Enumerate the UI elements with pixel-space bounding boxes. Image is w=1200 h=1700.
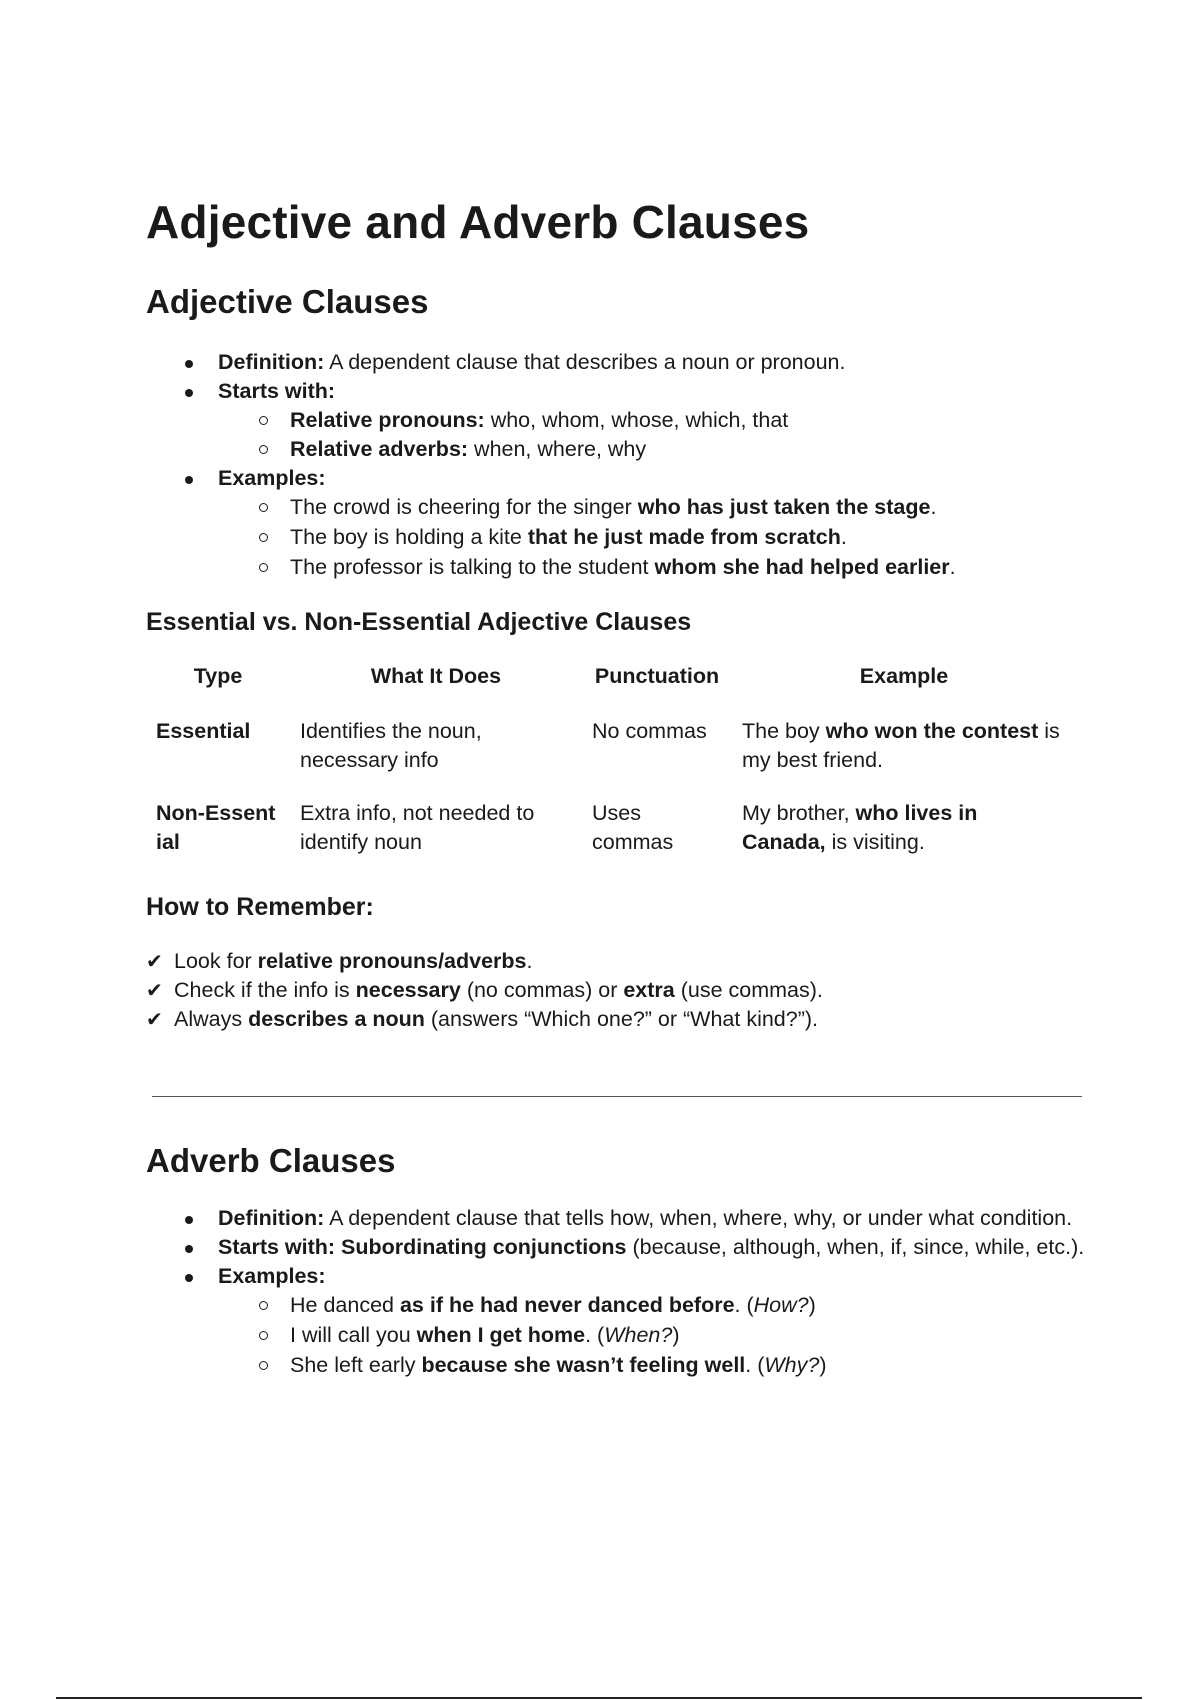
starts-with-label: Starts with: — [218, 379, 336, 403]
example-item — [218, 1291, 1086, 1320]
example-text: He danced — [290, 1293, 400, 1317]
example-item — [218, 1321, 1086, 1350]
example-text: . ( — [585, 1323, 605, 1347]
checklist-item — [146, 1005, 1086, 1034]
page-bottom-border — [56, 1697, 1142, 1699]
punctuation-cell: Uses commas — [592, 801, 674, 854]
starts-with-label: Starts with: Subordinating conjunctions — [218, 1235, 627, 1259]
definition-label: Definition: — [218, 1206, 325, 1230]
punctuation-cell: No commas — [592, 719, 707, 743]
bold-text: relative pronouns/adverbs — [257, 949, 527, 973]
example-end: ) — [808, 1293, 816, 1317]
text: (answers “Which one?” or “What kind?”). — [424, 1007, 819, 1031]
example-clause: who won the contest — [825, 719, 1039, 743]
definition-text: A dependent clause that describes a noun or pronoun. — [324, 350, 846, 374]
relative-pronouns-label: Relative pronouns: — [290, 408, 485, 432]
example-text: I will call you — [290, 1323, 417, 1347]
example-cell — [732, 705, 1076, 787]
example-end: . — [930, 495, 937, 519]
example-clause: because she wasn’t feeling well — [421, 1353, 746, 1377]
adjective-bullet-list — [146, 348, 1086, 582]
relative-pronouns-text: who, whom, whose, which, that — [484, 408, 789, 432]
does-cell: Extra info, not needed to identify noun — [300, 801, 535, 854]
example-text: She left early — [290, 1353, 422, 1377]
example-text: My brother, — [742, 801, 856, 825]
example-text: The crowd is cheering for the singer — [290, 495, 638, 519]
adverb-bullet-list — [146, 1204, 1086, 1380]
column-header-punctuation: Punctuation — [594, 664, 720, 688]
column-header-example: Example — [859, 664, 949, 688]
document-page — [146, 192, 1086, 1034]
example-item — [218, 493, 1086, 522]
example-question: How? — [753, 1293, 809, 1317]
text: Check if the info is — [174, 978, 356, 1002]
adverb-clauses-heading: Adverb Clauses — [146, 1142, 396, 1179]
example-item — [218, 553, 1086, 582]
example-text: The professor is talking to the student — [290, 555, 655, 579]
example-text: The boy — [742, 719, 826, 743]
example-cell — [732, 787, 1076, 869]
checklist-text — [174, 1005, 818, 1034]
example-text: . ( — [734, 1293, 754, 1317]
section-divider — [152, 1096, 1082, 1097]
example-end: is visiting. — [825, 830, 925, 854]
text: . — [526, 949, 533, 973]
bold-text: describes a noun — [248, 1007, 425, 1031]
adverb-examples-item — [146, 1262, 1086, 1380]
example-text: The boy is holding a kite — [290, 525, 528, 549]
sublist-item — [218, 435, 1086, 464]
checklist-item — [146, 947, 1086, 976]
example-text: . ( — [745, 1353, 765, 1377]
adverb-starts-item — [146, 1233, 1086, 1262]
checkmark-icon: ✔ — [146, 949, 163, 973]
type-value: Essential — [156, 719, 251, 743]
column-header-what-it-does: What It Does — [370, 664, 502, 688]
text: Look for — [174, 949, 258, 973]
column-header-type: Type — [193, 664, 243, 688]
type-cell — [146, 705, 290, 787]
example-clause: as if he had never danced before — [399, 1293, 735, 1317]
adjective-starts-item — [146, 377, 1086, 464]
adjective-clauses-heading: Adjective Clauses — [146, 283, 429, 320]
examples-label: Examples: — [218, 1264, 326, 1288]
table-row — [146, 705, 1076, 787]
example-end: is my best friend. — [742, 719, 1060, 772]
clause-comparison-table — [146, 656, 1076, 869]
example-question: Why? — [764, 1353, 820, 1377]
example-clause: who lives in Canada, — [742, 801, 978, 854]
text: (no commas) or — [460, 978, 624, 1002]
example-question: When? — [604, 1323, 673, 1347]
page-title: Adjective and Adverb Clauses — [146, 196, 810, 248]
adjective-definition-item — [146, 348, 1086, 377]
how-to-remember-heading: How to Remember: — [146, 893, 374, 921]
relative-adverbs-text: when, where, why — [468, 437, 647, 461]
definition-text: A dependent clause that tells how, when, where, why, or under what condition. — [324, 1206, 1073, 1230]
type-value: Non-Essential — [156, 801, 276, 854]
checkmark-icon: ✔ — [146, 1007, 163, 1031]
essential-vs-nonessential-heading: Essential vs. Non-Essential Adjective Clauses — [146, 608, 692, 636]
adjective-examples-item — [146, 464, 1086, 582]
text: (use commas). — [674, 978, 823, 1002]
examples-sublist — [218, 493, 1086, 582]
examples-sublist — [218, 1291, 1086, 1380]
starts-with-text: (because, although, when, if, since, while, etc.). — [626, 1235, 1085, 1259]
adverb-section — [146, 1140, 1086, 1381]
starts-sublist — [218, 406, 1086, 464]
examples-label: Examples: — [218, 466, 326, 490]
does-cell: Identifies the noun, necessary info — [300, 719, 482, 772]
checklist-item — [146, 976, 1086, 1005]
checklist-text — [174, 947, 533, 976]
example-clause: that he just made from scratch — [527, 525, 841, 549]
bold-text: extra — [623, 978, 675, 1002]
checklist-text — [174, 976, 823, 1005]
example-clause: whom she had helped earlier — [654, 555, 950, 579]
example-clause: who has just taken the stage — [637, 495, 931, 519]
example-clause: when I get home — [416, 1323, 586, 1347]
example-end: ) — [672, 1323, 680, 1347]
example-end: . — [840, 525, 847, 549]
definition-label: Definition: — [218, 350, 325, 374]
checkmark-icon: ✔ — [146, 978, 163, 1002]
text: Always — [174, 1007, 249, 1031]
example-item — [218, 1351, 1086, 1380]
relative-adverbs-label: Relative adverbs: — [290, 437, 469, 461]
adverb-definition-item — [146, 1204, 1086, 1233]
example-item — [218, 523, 1086, 552]
table-header-row — [146, 656, 1076, 705]
sublist-item — [218, 406, 1086, 435]
table-row — [146, 787, 1076, 869]
remember-checklist — [146, 947, 1086, 1034]
bold-text: necessary — [355, 978, 461, 1002]
type-cell — [146, 787, 290, 869]
example-end: ) — [819, 1353, 827, 1377]
example-end: . — [949, 555, 956, 579]
